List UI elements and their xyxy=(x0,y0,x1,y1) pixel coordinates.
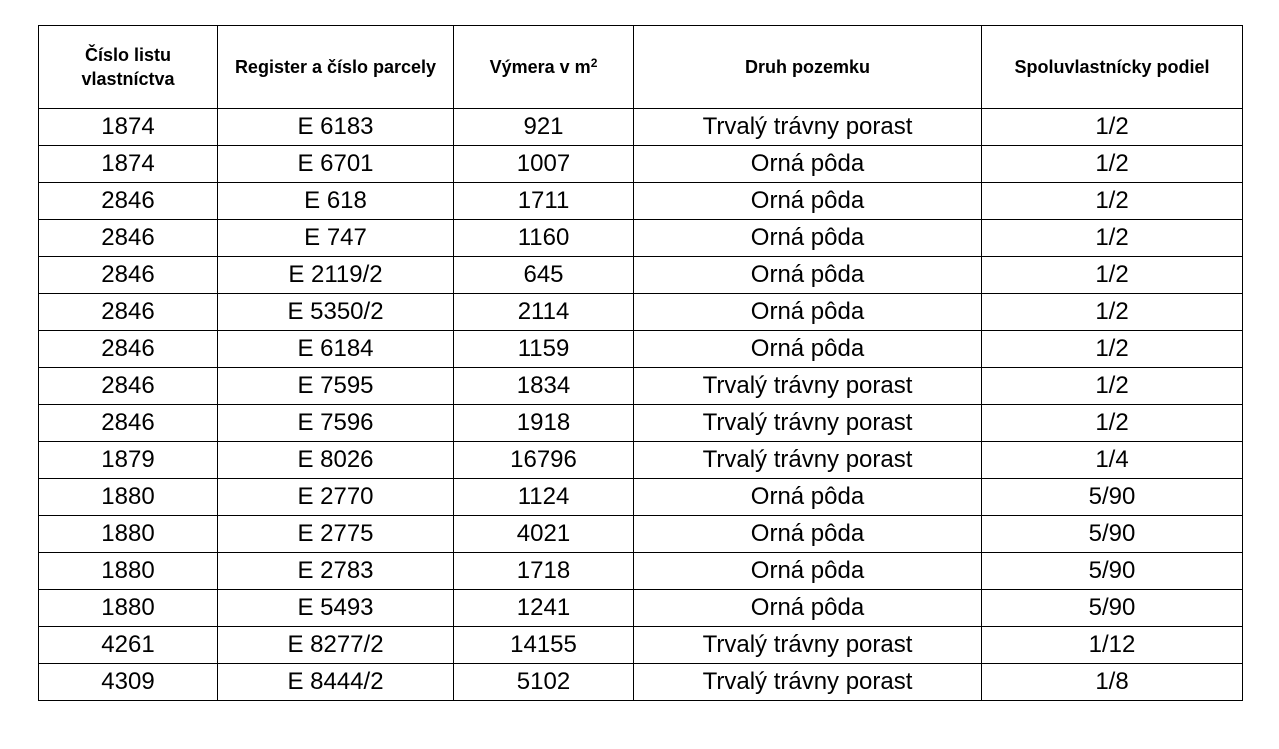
header-area-label: Výmera v m xyxy=(489,57,591,77)
table-row xyxy=(39,516,1243,553)
cell-co-ownership-share: 5/90 xyxy=(982,479,1243,516)
cell-ownership-sheet-number: 1874 xyxy=(39,109,218,146)
cell-area: 1918 xyxy=(454,405,634,442)
table-row xyxy=(39,479,1243,516)
cell-area: 1007 xyxy=(454,146,634,183)
cell-land-type: Orná pôda xyxy=(634,257,982,294)
cell-area: 1834 xyxy=(454,368,634,405)
cell-land-type: Orná pôda xyxy=(634,331,982,368)
cell-area: 14155 xyxy=(454,627,634,664)
cell-ownership-sheet-number: 1874 xyxy=(39,146,218,183)
cell-area: 4021 xyxy=(454,516,634,553)
table-row xyxy=(39,257,1243,294)
header-ownership-sheet-number: Číslo listu vlastníctva xyxy=(39,26,218,109)
cell-land-type: Trvalý trávny porast xyxy=(634,627,982,664)
cell-area: 16796 xyxy=(454,442,634,479)
cell-ownership-sheet-number: 2846 xyxy=(39,331,218,368)
cell-register-parcel-number: E 5350/2 xyxy=(218,294,454,331)
cell-land-type: Orná pôda xyxy=(634,590,982,627)
header-row xyxy=(39,26,1243,109)
table-row xyxy=(39,331,1243,368)
cell-area: 2114 xyxy=(454,294,634,331)
cell-co-ownership-share: 1/2 xyxy=(982,405,1243,442)
cell-ownership-sheet-number: 2846 xyxy=(39,368,218,405)
cell-land-type: Orná pôda xyxy=(634,516,982,553)
table-row xyxy=(39,405,1243,442)
cell-register-parcel-number: E 2775 xyxy=(218,516,454,553)
header-co-ownership-share: Spoluvlastnícky podiel xyxy=(982,26,1243,109)
cell-land-type: Orná pôda xyxy=(634,294,982,331)
cell-register-parcel-number: E 8277/2 xyxy=(218,627,454,664)
cell-register-parcel-number: E 747 xyxy=(218,220,454,257)
cell-co-ownership-share: 1/2 xyxy=(982,220,1243,257)
cell-register-parcel-number: E 618 xyxy=(218,183,454,220)
table-row xyxy=(39,183,1243,220)
cell-co-ownership-share: 1/2 xyxy=(982,368,1243,405)
cell-register-parcel-number: E 2770 xyxy=(218,479,454,516)
cell-register-parcel-number: E 6184 xyxy=(218,331,454,368)
table-row xyxy=(39,553,1243,590)
cell-co-ownership-share: 5/90 xyxy=(982,590,1243,627)
cell-register-parcel-number: E 6701 xyxy=(218,146,454,183)
cell-register-parcel-number: E 8026 xyxy=(218,442,454,479)
cell-co-ownership-share: 5/90 xyxy=(982,516,1243,553)
table-row xyxy=(39,220,1243,257)
cell-register-parcel-number: E 2783 xyxy=(218,553,454,590)
cell-ownership-sheet-number: 1880 xyxy=(39,479,218,516)
cell-land-type: Orná pôda xyxy=(634,220,982,257)
cell-register-parcel-number: E 7595 xyxy=(218,368,454,405)
land-parcels-table-container xyxy=(38,25,1242,701)
cell-co-ownership-share: 1/12 xyxy=(982,627,1243,664)
cell-land-type: Trvalý trávny porast xyxy=(634,368,982,405)
cell-co-ownership-share: 1/2 xyxy=(982,331,1243,368)
cell-area: 5102 xyxy=(454,664,634,701)
header-area xyxy=(454,26,634,109)
table-row xyxy=(39,590,1243,627)
table-row xyxy=(39,368,1243,405)
cell-ownership-sheet-number: 2846 xyxy=(39,257,218,294)
table-row xyxy=(39,442,1243,479)
table-row xyxy=(39,664,1243,701)
cell-register-parcel-number: E 7596 xyxy=(218,405,454,442)
cell-ownership-sheet-number: 2846 xyxy=(39,220,218,257)
cell-co-ownership-share: 1/2 xyxy=(982,183,1243,220)
header-area-unit-superscript: 2 xyxy=(590,56,598,70)
table-row xyxy=(39,294,1243,331)
cell-area: 1711 xyxy=(454,183,634,220)
table-row xyxy=(39,627,1243,664)
cell-area: 1159 xyxy=(454,331,634,368)
cell-land-type: Trvalý trávny porast xyxy=(634,442,982,479)
cell-land-type: Trvalý trávny porast xyxy=(634,664,982,701)
cell-co-ownership-share: 5/90 xyxy=(982,553,1243,590)
cell-ownership-sheet-number: 2846 xyxy=(39,405,218,442)
cell-land-type: Trvalý trávny porast xyxy=(634,405,982,442)
cell-area: 921 xyxy=(454,109,634,146)
cell-ownership-sheet-number: 2846 xyxy=(39,183,218,220)
land-parcels-table xyxy=(38,25,1243,701)
cell-area: 1124 xyxy=(454,479,634,516)
cell-area: 1160 xyxy=(454,220,634,257)
table-row xyxy=(39,146,1243,183)
cell-co-ownership-share: 1/2 xyxy=(982,257,1243,294)
table-header xyxy=(39,26,1243,109)
cell-register-parcel-number: E 8444/2 xyxy=(218,664,454,701)
table-row xyxy=(39,109,1243,146)
cell-register-parcel-number: E 5493 xyxy=(218,590,454,627)
cell-co-ownership-share: 1/8 xyxy=(982,664,1243,701)
cell-co-ownership-share: 1/2 xyxy=(982,109,1243,146)
cell-land-type: Orná pôda xyxy=(634,146,982,183)
cell-ownership-sheet-number: 2846 xyxy=(39,294,218,331)
cell-register-parcel-number: E 2119/2 xyxy=(218,257,454,294)
table-body xyxy=(39,109,1243,701)
cell-land-type: Orná pôda xyxy=(634,553,982,590)
cell-ownership-sheet-number: 1880 xyxy=(39,553,218,590)
cell-ownership-sheet-number: 1880 xyxy=(39,590,218,627)
cell-register-parcel-number: E 6183 xyxy=(218,109,454,146)
cell-area: 1718 xyxy=(454,553,634,590)
cell-land-type: Orná pôda xyxy=(634,479,982,516)
cell-land-type: Trvalý trávny porast xyxy=(634,109,982,146)
cell-land-type: Orná pôda xyxy=(634,183,982,220)
cell-co-ownership-share: 1/4 xyxy=(982,442,1243,479)
header-land-type: Druh pozemku xyxy=(634,26,982,109)
header-register-parcel-number: Register a číslo parcely xyxy=(218,26,454,109)
cell-area: 645 xyxy=(454,257,634,294)
cell-co-ownership-share: 1/2 xyxy=(982,146,1243,183)
cell-area: 1241 xyxy=(454,590,634,627)
cell-ownership-sheet-number: 1880 xyxy=(39,516,218,553)
cell-ownership-sheet-number: 4309 xyxy=(39,664,218,701)
cell-ownership-sheet-number: 4261 xyxy=(39,627,218,664)
cell-co-ownership-share: 1/2 xyxy=(982,294,1243,331)
cell-ownership-sheet-number: 1879 xyxy=(39,442,218,479)
